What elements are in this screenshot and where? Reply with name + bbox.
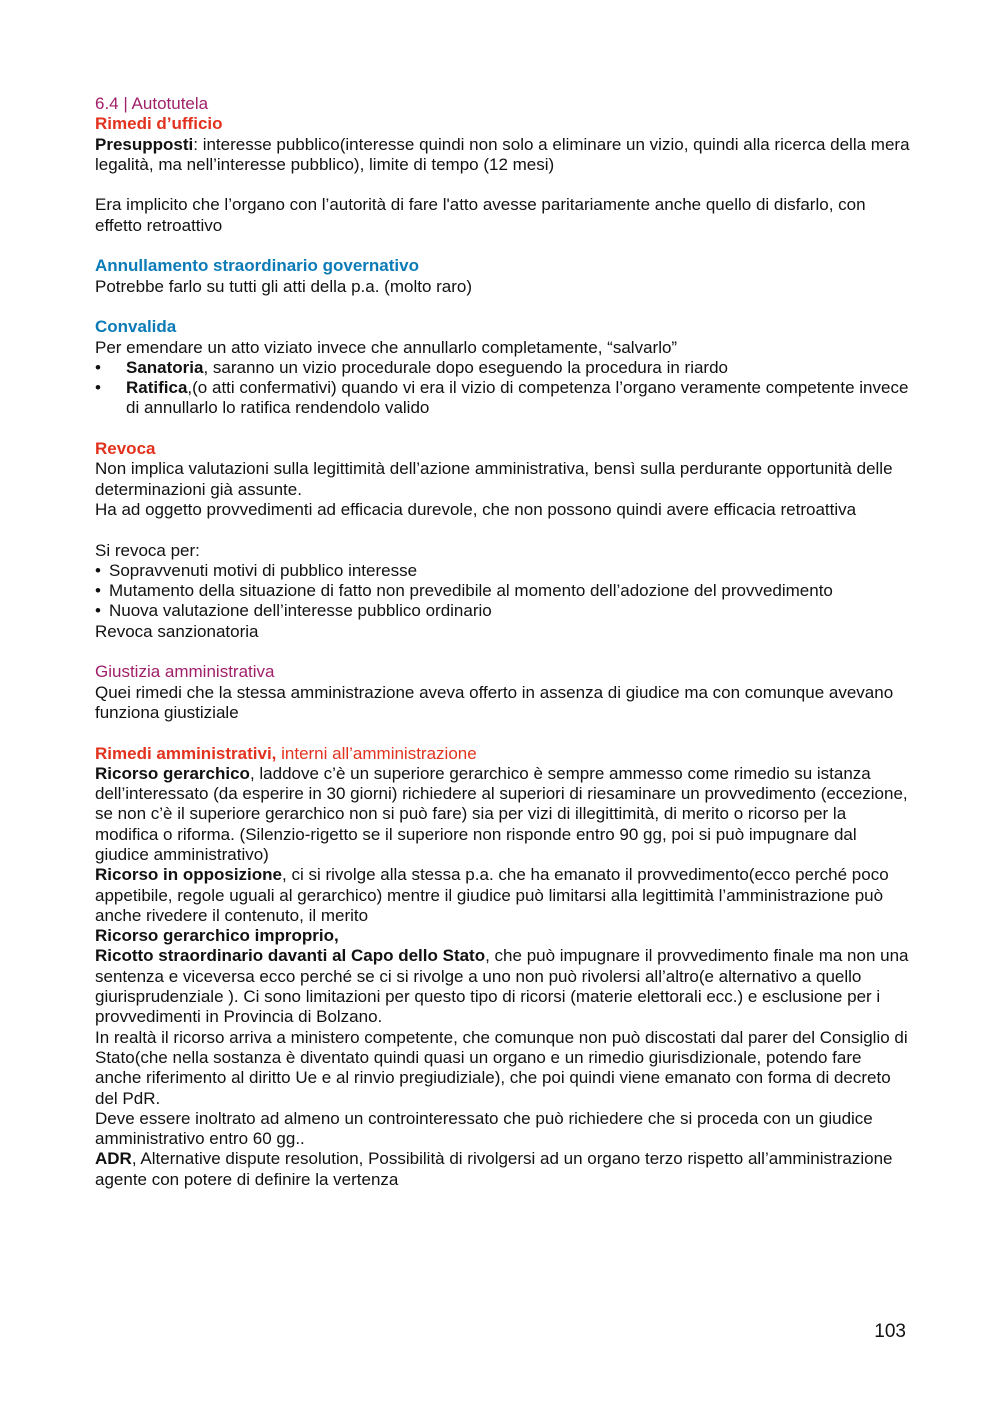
ricorso-straordinario-label: Ricotto straordinario davanti al Capo dello Stato [95,946,486,966]
ricorso-gerarchico-label: Ricorso gerarchico [95,763,250,783]
ricorso-opposizione-paragraph [95,865,910,926]
adr-text: , Alternative dispute resolution, Possibilità di rivolgersi ad un organo terzo rispetto all’amministrazione agente con potere di definire la vertenza [95,1149,893,1189]
presupposti-text: : interesse pubblico(interesse quindi non solo a eliminare un vizio, quindi alla ricerca della mera legalità, ma nell’interesse pubblico), limite di tempo (12 mesi) [95,134,910,174]
revoca-heading: Revoca [95,439,156,459]
page-number: 103 [874,1321,906,1342]
bullet-icon: • [95,601,101,621]
ricorso-straordinario-text: , che può impugnare il provvedimento finale ma non una sentenza e viceversa ecco perché se ci si rivolge a uno non può rivolersi all’altro(e alternativo a quello giurisprudenziale ). Ci sono limitazioni per questo tipo di ricorsi (materie elettorali ecc.) e esclusione per i provvedimenti in Provincia di Bolzano. [95,946,909,1027]
ratifica-label: Ratifica [126,378,188,398]
rimedi-ufficio-heading: Rimedi d’ufficio [95,114,223,134]
ricorso-improprio-text: , [334,926,339,946]
revoca-paragraph-2: Ha ad oggetto provvedimenti ad efficacia durevole, che non possono quindi avere efficacia retroattiva [95,499,857,519]
convalida-heading: Convalida [95,317,177,337]
ricorso-opposizione-label: Ricorso in opposizione [95,865,283,885]
page-content [95,94,910,1190]
inoltrato-paragraph: Deve essere inoltrato ad almeno un controinteressato che può richiedere che si proceda con un giudice amministrativo entro 60 gg.. [95,1108,873,1149]
ricorso-opposizione-text: , ci si rivolge alla stessa p.a. che ha emanato il provvedimento(ecco perché poco appetibile, regole uguali al gerarchico) mentre il giudice può limitarsi alla legittimità l’amministrazione può anche rivedere il contenuto, il merito [95,865,889,925]
ricorso-improprio-paragraph [95,926,910,946]
bullet-icon: • [95,581,101,601]
ricorso-improprio-label: Ricorso gerarchico improprio [95,926,334,946]
list-item [95,378,910,419]
sanatoria-label: Sanatoria [126,357,204,377]
adr-label: ADR [95,1149,132,1169]
bullet-icon: • [95,357,101,377]
annullamento-heading: Annullamento straordinario governativo [95,256,419,276]
sanatoria-text: , saranno un vizio procedurale dopo eseguendo la procedura in riardo [203,357,729,377]
list-item [95,601,910,621]
revoca-paragraph-1: Non implica valutazioni sulla legittimità dell’azione amministrativa, bensì sulla perdurante opportunità delle determinazioni già assunte. [95,459,893,499]
revoca-item-1: Sopravvenuti motivi di pubblico interesse [109,560,418,580]
ratifica-text: ,(o atti confermativi) quando vi era il vizio di competenza l’organo veramente competente invece di annullarlo lo ratifica rendendolo valido [126,378,909,418]
rimedi-heading-rest: interni all’amministrazione [276,743,477,763]
list-item [95,561,910,581]
bullet-icon: • [95,560,101,580]
revoca-item-2: Mutamento della situazione di fatto non prevedibile al momento dell’adozione del provvedimento [109,581,833,601]
implicito-paragraph: Era implicito che l’organo con l’autorità di fare l'atto avesse paritariamente anche quello di disfarlo, con effetto retroattivo [95,195,866,235]
giustizia-heading: Giustizia amministrativa [95,662,275,682]
revoca-intro: Si revoca per: [95,540,200,560]
revoca-item-3: Nuova valutazione dell’interesse pubblico ordinario [109,601,492,621]
ricorso-straordinario-paragraph [95,946,910,1027]
realta-paragraph: In realtà il ricorso arriva a ministero competente, che comunque non può discostati dal parer del Consiglio di Stato(che nella sostanza è diventato quindi quasi un organo e un rimedio giurisdizionale, potendo fare anche riferimento al diritto Ue e al rinvio pregiudiziale), che poi quindi viene emanato con forma di decreto del PdR. [95,1027,908,1108]
giustizia-text: Quei rimedi che la stessa amministrazione aveva offerto in assenza di giudice ma con comunque avevano funziona giustiziale [95,682,894,722]
adr-paragraph [95,1149,910,1190]
rimedi-heading-bold: Rimedi amministrativi, [95,743,277,763]
convalida-intro: Per emendare un atto viziato invece che annullarlo completamente, “salvarlo” [95,337,678,357]
ricorso-gerarchico-text: , laddove c’è un superiore gerarchico è sempre ammesso come rimedio su istanza dell’interessato (da esperire in 30 giorni) richiedere al superiori di riesaminare un provvedimento (eccezione, se non c’è il superiore gerarchico non si può fare) sia per vizi di illegittimità, di merito o ricorso per la modifica o riforma. (Silenzio-rigetto se il superiore non risponde entro 90 gg, poi si può impugnare dal giudice amministrativo) [95,763,908,864]
ricorso-gerarchico-paragraph [95,764,910,865]
list-item [95,358,910,378]
presupposti-paragraph [95,135,910,176]
annullamento-text: Potrebbe farlo su tutti gli atti della p.a. (molto raro) [95,276,473,296]
list-item [95,581,910,601]
section-heading: 6.4 | Autotutela [95,94,209,113]
revoca-sanzionatoria: Revoca sanzionatoria [95,621,259,641]
rimedi-amministrativi-heading [95,744,910,764]
bullet-icon: • [95,378,101,398]
presupposti-label: Presupposti [95,134,194,154]
